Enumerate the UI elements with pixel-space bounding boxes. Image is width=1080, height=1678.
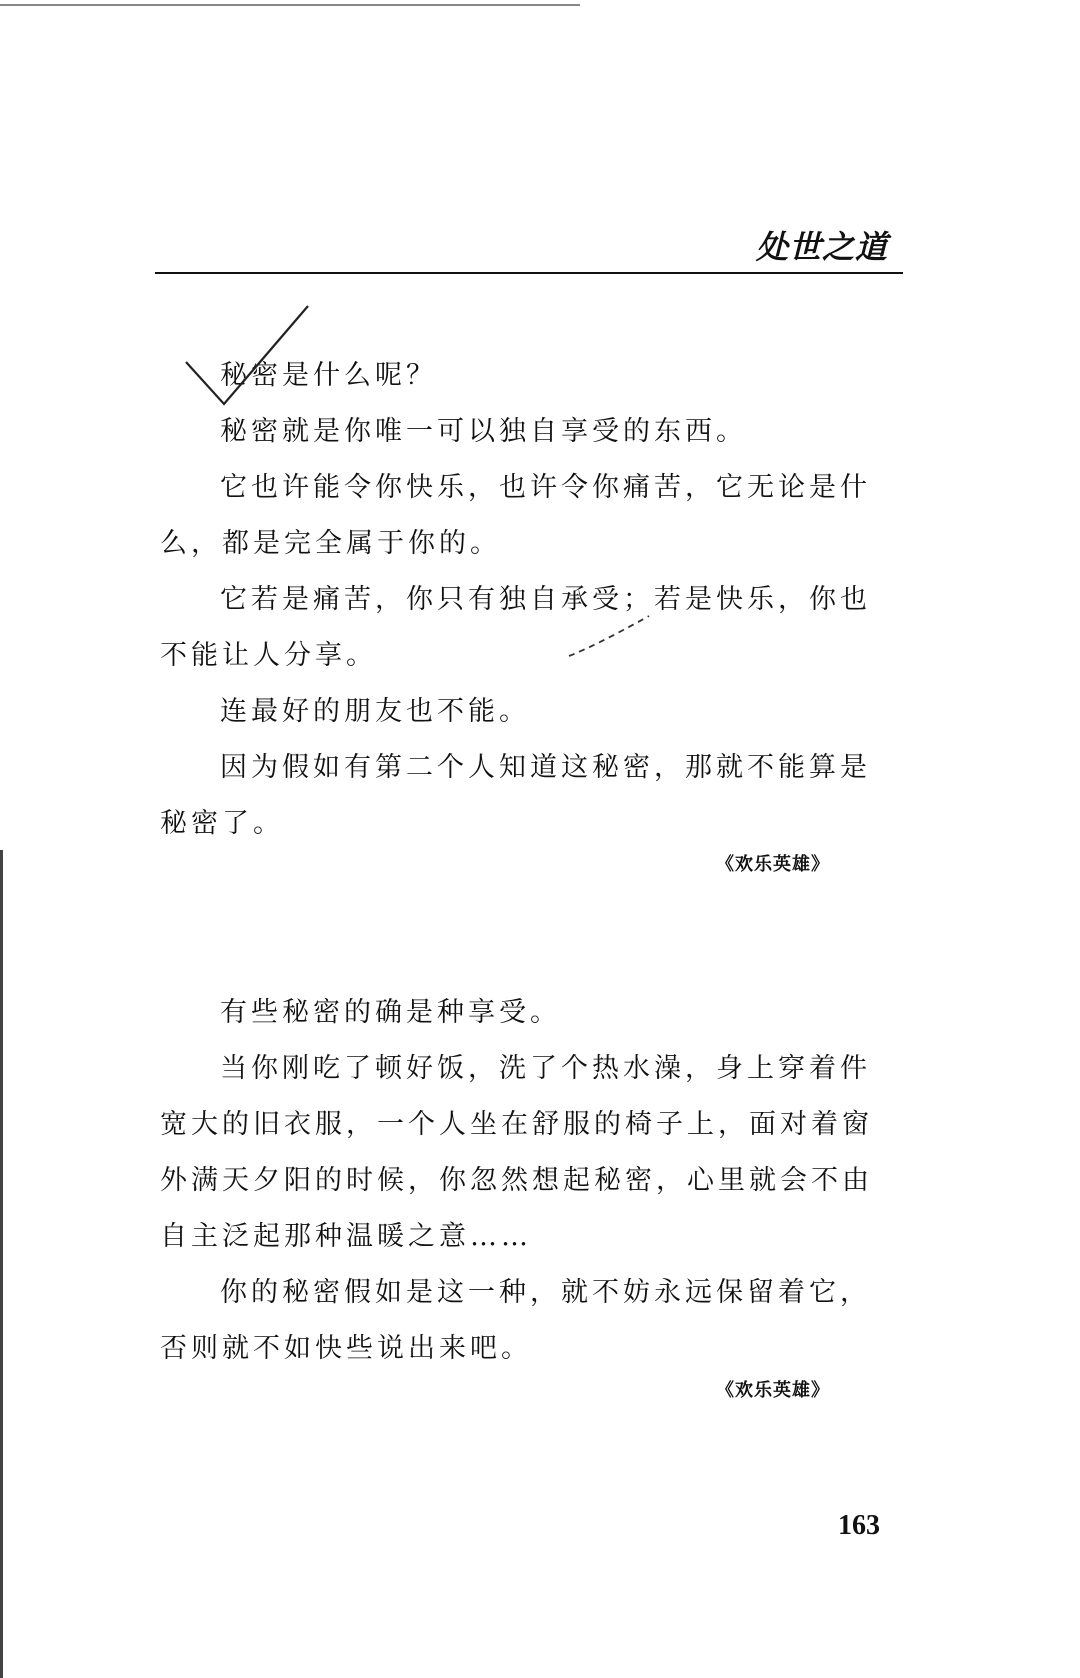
paragraph: 它若是痛苦，你只有独自承受；若是快乐，你也不能让人分享。 bbox=[160, 584, 871, 671]
paragraph: 有些秘密的确是种享受。 bbox=[220, 997, 561, 1028]
section-title: 处世之道 bbox=[755, 228, 888, 266]
passage-2 bbox=[160, 985, 900, 1377]
checkmark-pen-mark bbox=[180, 300, 320, 410]
source-citation: 《欢乐英雄》 bbox=[716, 1380, 830, 1401]
paragraph: 当你刚吃了顿好饭，洗了个热水澡，身上穿着件宽大的旧衣服，一个人坐在舒服的椅子上，面对着窗外满天夕阳的时候，你忽然想起秘密，心里就会不由自主泛起那种温暖之意…… bbox=[160, 1053, 873, 1252]
source-citation: 《欢乐英雄》 bbox=[716, 854, 830, 875]
scan-binding-edge bbox=[0, 850, 3, 1678]
passage-1 bbox=[160, 348, 900, 852]
paragraph: 秘密就是你唯一可以独自享受的东西。 bbox=[220, 416, 747, 447]
paragraph: 你的秘密假如是这一种，就不妨永远保留着它，否则就不如快些说出来吧。 bbox=[160, 1277, 871, 1364]
paragraph: 因为假如有第二个人知道这秘密，那就不能算是秘密了。 bbox=[160, 752, 871, 839]
page-number: 163 bbox=[838, 1510, 880, 1541]
header-rule bbox=[155, 272, 903, 274]
paragraph: 连最好的朋友也不能。 bbox=[220, 696, 530, 727]
paragraph: 秘密是什么呢？ bbox=[220, 360, 437, 391]
pen-stroke-mark bbox=[565, 612, 655, 662]
paragraph: 它也许能令你快乐，也许令你痛苦，它无论是什么，都是完全属于你的。 bbox=[160, 472, 871, 559]
scan-edge-line bbox=[0, 4, 580, 6]
